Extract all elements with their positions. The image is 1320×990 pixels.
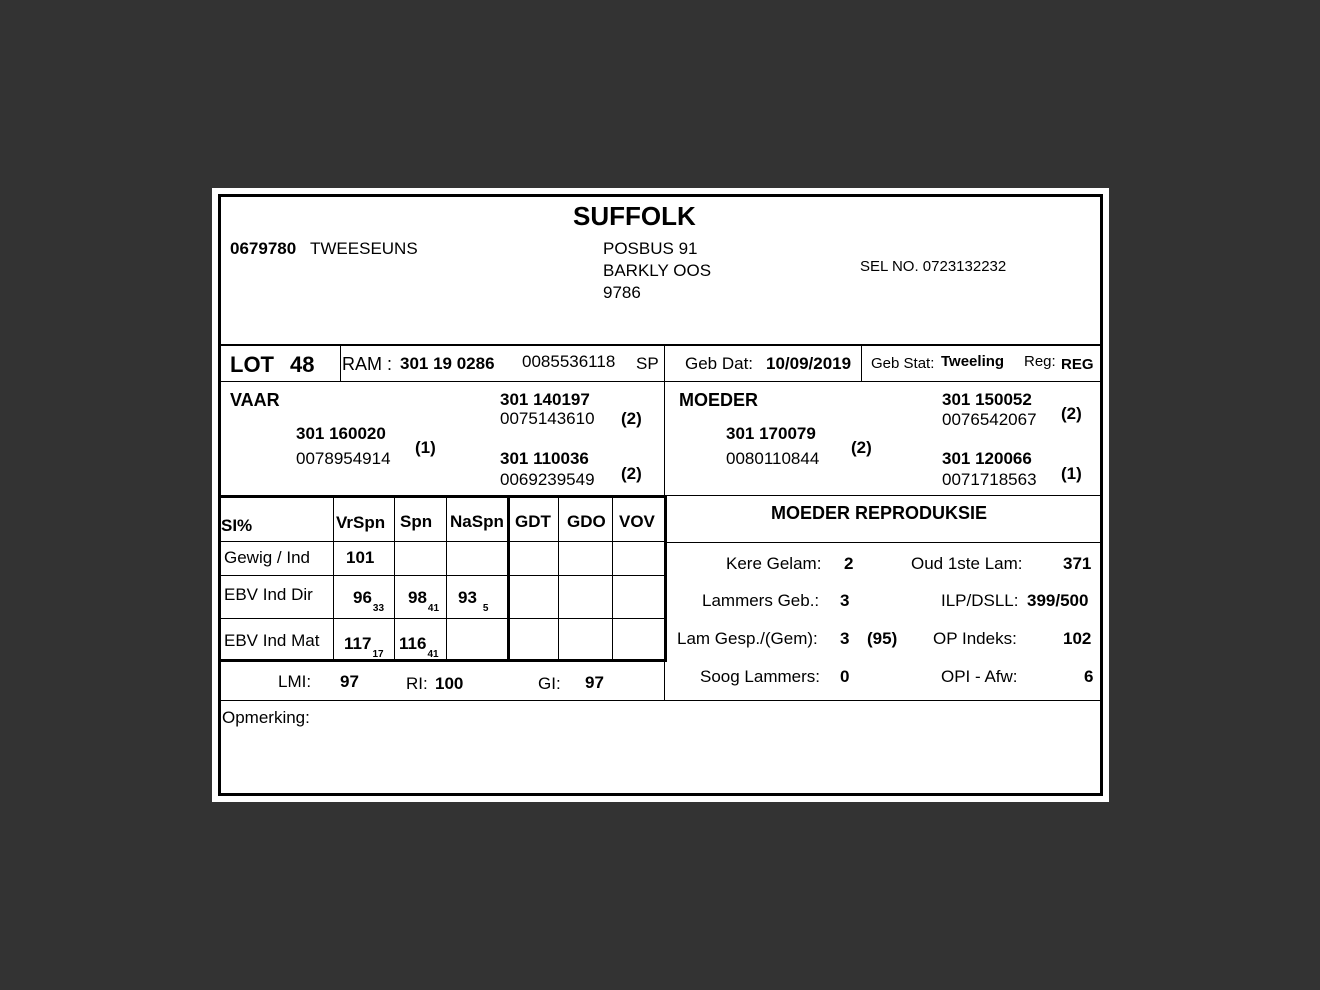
sire-sire-code: (2) [621, 409, 642, 428]
col-header-si: SI% [221, 516, 253, 535]
cell-sub: 33 [372, 603, 385, 615]
lam-gesp-label: Lam Gesp./(Gem): [677, 629, 818, 648]
cell-sub: 41 [427, 649, 439, 661]
lot-label: LOT [230, 352, 274, 377]
cell-value: 116 [399, 634, 427, 653]
lammers-geb-label: Lammers Geb.: [702, 591, 820, 610]
col-header-gdt: GDT [515, 512, 551, 531]
cell-spn [399, 634, 439, 661]
birth-date-label: Geb Dat: [685, 354, 754, 373]
reg-value: REG [1061, 356, 1094, 373]
reg-label: Reg: [1024, 353, 1056, 370]
dam-reg: 0080110844 [726, 449, 820, 468]
cell-spn [408, 588, 440, 615]
sire-dam-reg: 0069239549 [500, 470, 595, 489]
sire-dam-code: (2) [621, 464, 642, 483]
birth-date: 10/09/2019 [766, 354, 852, 373]
kere-gelam-label: Kere Gelam: [726, 554, 822, 573]
table-border-bottom [221, 659, 666, 662]
table-line [221, 575, 666, 576]
dam-sire-code: (2) [1061, 404, 1082, 423]
row-label: EBV Ind Mat [224, 631, 320, 650]
row-label: EBV Ind Dir [224, 585, 313, 604]
divider [666, 542, 1100, 543]
ilp-label: ILP/DSLL: [941, 591, 1019, 610]
sire-code: (1) [415, 438, 436, 457]
divider [664, 495, 1100, 496]
sire-reg: 0078954914 [296, 449, 391, 468]
remarks-label: Opmerking: [222, 708, 310, 727]
col-header-spn: Spn [400, 512, 433, 531]
col-header-vrspn: VrSpn [336, 513, 386, 532]
cell-vrspn [353, 588, 385, 615]
dam-code: (2) [851, 438, 872, 457]
oud-value: 371 [1063, 554, 1092, 573]
table-divider [507, 495, 510, 662]
sire-id: 301 160020 [296, 424, 386, 443]
lammers-geb-value: 3 [840, 591, 850, 610]
ri-value: 100 [435, 674, 464, 693]
breeder-name: TWEESEUNS [310, 239, 418, 258]
ram-label: RAM : [342, 354, 393, 374]
lot-number: 48 [290, 352, 315, 377]
dam-label: MOEDER [679, 390, 759, 410]
cell-value: 93 [458, 588, 477, 607]
address-line-3: 9786 [603, 283, 641, 302]
col-header-naspn: NaSpn [450, 512, 504, 531]
dam-dam-id: 301 120066 [942, 449, 1032, 468]
soog-value: 0 [840, 667, 850, 686]
gi-value: 97 [585, 673, 604, 692]
dam-id: 301 170079 [726, 424, 816, 443]
sire-label: VAAR [230, 390, 280, 410]
table-line [333, 497, 334, 661]
table-line [221, 618, 666, 619]
ram-id: 301 19 0286 [400, 354, 495, 373]
lam-gesp-gem: (95) [867, 629, 898, 648]
cell-value: 117 [344, 634, 372, 653]
op-label: OP Indeks: [933, 629, 1017, 648]
table-line [221, 541, 666, 542]
cell-naspn [458, 588, 489, 615]
divider [221, 700, 1100, 701]
address-line-2: BARKLY OOS [603, 261, 712, 280]
table-line [558, 497, 559, 661]
lmi-label: LMI: [278, 672, 312, 691]
dam-dam-code: (1) [1061, 464, 1082, 483]
divider [861, 345, 862, 381]
opi-label: OPI - Afw: [941, 667, 1018, 686]
dam-sire-id: 301 150052 [942, 390, 1032, 409]
ri-label: RI: [406, 674, 428, 693]
row-label: Gewig / Ind [224, 548, 310, 567]
ram-reg: 0085536118 [522, 352, 616, 371]
sire-dam-id: 301 110036 [500, 449, 589, 468]
sel-no: SEL NO. 0723132232 [860, 258, 1007, 275]
kere-gelam-value: 2 [844, 554, 854, 573]
cell-value: 98 [408, 588, 427, 607]
cell-value: 96 [353, 588, 372, 607]
dam-dam-reg: 0071718563 [942, 470, 1037, 489]
dam-sire-reg: 0076542067 [942, 410, 1037, 429]
breeder-number: 0679780 [230, 239, 297, 258]
gi-label: GI: [538, 674, 561, 693]
op-value: 102 [1063, 629, 1092, 648]
col-header-vov: VOV [619, 512, 655, 531]
opi-value: 6 [1084, 667, 1094, 686]
col-header-gdo: GDO [567, 512, 606, 531]
divider [340, 345, 341, 381]
breed-title: SUFFOLK [573, 201, 696, 231]
cell-vrspn: 101 [346, 548, 375, 567]
table-line [394, 497, 395, 661]
sire-sire-reg: 0075143610 [500, 409, 595, 428]
birth-status: Tweeling [941, 353, 1005, 370]
table-border-right [664, 495, 667, 662]
address-line-1: POSBUS 91 [603, 239, 698, 258]
table-line [612, 497, 613, 661]
oud-label: Oud 1ste Lam: [911, 554, 1023, 573]
lmi-value: 97 [340, 672, 359, 691]
ilp-value: 399/500 [1027, 591, 1089, 610]
divider [221, 381, 1100, 382]
cell-sub: 17 [372, 649, 384, 661]
divider [221, 344, 1100, 346]
table-border-top [221, 495, 666, 498]
ram-code: SP [636, 354, 659, 373]
lam-gesp-value: 3 [840, 629, 850, 648]
cell-sub: 41 [427, 603, 440, 615]
cell-vrspn [344, 634, 384, 661]
soog-label: Soog Lammers: [700, 667, 820, 686]
birth-status-label: Geb Stat: [871, 355, 935, 372]
table-line [446, 497, 447, 661]
reproduction-title: MOEDER REPRODUKSIE [771, 503, 988, 523]
cell-sub: 5 [482, 603, 489, 615]
sire-sire-id: 301 140197 [500, 390, 590, 409]
